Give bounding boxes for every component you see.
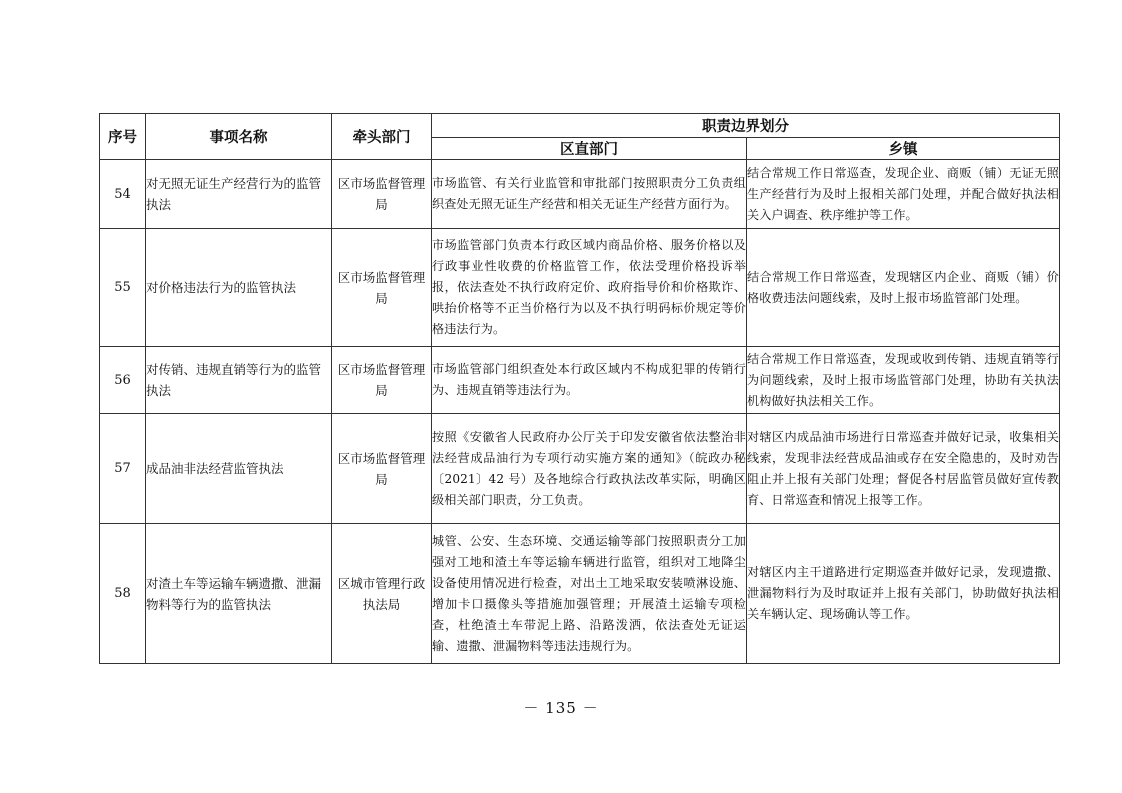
lead-dept: 区市场监督管理局 [332,229,432,347]
page-number: － 135 － [523,699,599,717]
row-number: 54 [100,160,146,229]
lead-dept: 区城市管理行政执法局 [332,524,432,664]
item-name: 对价格违法行为的监管执法 [146,229,332,347]
row-number: 55 [100,229,146,347]
header-district-dept: 区直部门 [432,138,747,160]
item-name: 对渣土车等运输车辆遗撒、泄漏物料等行为的监管执法 [146,524,332,664]
district-duty: 按照《安徽省人民政府办公厅关于印发安徽省依法整治非法经营成品油行为专项行动实施方案的通知》（皖政办秘〔2021〕42 号）及各地综合行政执法改革实际，明确区级相关部门职责，分工负责。 [432,414,747,524]
district-duty: 市场监管、有关行业监管和审批部门按照职责分工负责组织查处无照无证生产经营和相关无证生产经营方面行为。 [432,160,747,229]
row-number: 58 [100,524,146,664]
header-lead-dept: 牵头部门 [332,114,432,160]
item-name: 成品油非法经营监管执法 [146,414,332,524]
table-row [100,160,1060,229]
township-duty: 对辖区内成品油市场进行日常巡查并做好记录，收集相关线索，发现非法经营成品油或存在安全隐患的，及时劝告阻止并上报有关部门处理；督促各村居监管员做好宣传教育、日常巡查和情况上报等工作。 [747,414,1060,524]
header-duty-boundary: 职责边界划分 [432,114,1060,138]
row-number: 57 [100,414,146,524]
header-township: 乡镇 [747,138,1060,160]
district-duty: 市场监管部门负责本行政区域内商品价格、服务价格以及行政事业性收费的价格监管工作，依法受理价格投诉举报，依法查处不执行政府定价、政府指导价和价格欺诈、哄抬价格等不正当价格行为以及不执行明码标价规定等价格违法行为。 [432,229,747,347]
lead-dept: 区市场监督管理局 [332,160,432,229]
row-number: 56 [100,347,146,414]
duty-division-table [99,113,1060,664]
item-name: 对无照无证生产经营行为的监管执法 [146,160,332,229]
district-duty: 市场监管部门组织查处本行政区域内不构成犯罪的传销行为、违规直销等违法行为。 [432,347,747,414]
township-duty: 结合常规工作日常巡查，发现或收到传销、违规直销等行为问题线索，及时上报市场监管部门处理，协助有关执法机构做好执法相关工作。 [747,347,1060,414]
township-duty: 结合常规工作日常巡查，发现企业、商贩（铺）无证无照生产经营行为及时上报相关部门处理，并配合做好执法相关入户调查、秩序维护等工作。 [747,160,1060,229]
item-name: 对传销、违规直销等行为的监管执法 [146,347,332,414]
lead-dept: 区市场监督管理局 [332,414,432,524]
table-row [100,524,1060,664]
township-duty: 结合常规工作日常巡查，发现辖区内企业、商贩（铺）价格收费违法问题线索，及时上报市场监管部门处理。 [747,229,1060,347]
table-row [100,414,1060,524]
district-duty: 城管、公安、生态环境、交通运输等部门按照职责分工加强对工地和渣土车等运输车辆进行监管，组织对工地降尘设备使用情况进行检查，对出土工地采取安装喷淋设施、增加卡口摄像头等措施加强管理；开展渣土运输专项检查，杜绝渣土车带泥上路、沿路泼洒，依法查处无证运输、遗撒、泄漏物料等违法违规行为。 [432,524,747,664]
header-seq: 序号 [100,114,146,160]
header-row-1 [100,114,1060,138]
table-row [100,347,1060,414]
lead-dept: 区市场监督管理局 [332,347,432,414]
township-duty: 对辖区内主干道路进行定期巡查并做好记录，发现遗撒、泄漏物料行为及时取证并上报有关部门，协助做好执法相关车辆认定、现场确认等工作。 [747,524,1060,664]
table-row [100,229,1060,347]
header-item-name: 事项名称 [146,114,332,160]
